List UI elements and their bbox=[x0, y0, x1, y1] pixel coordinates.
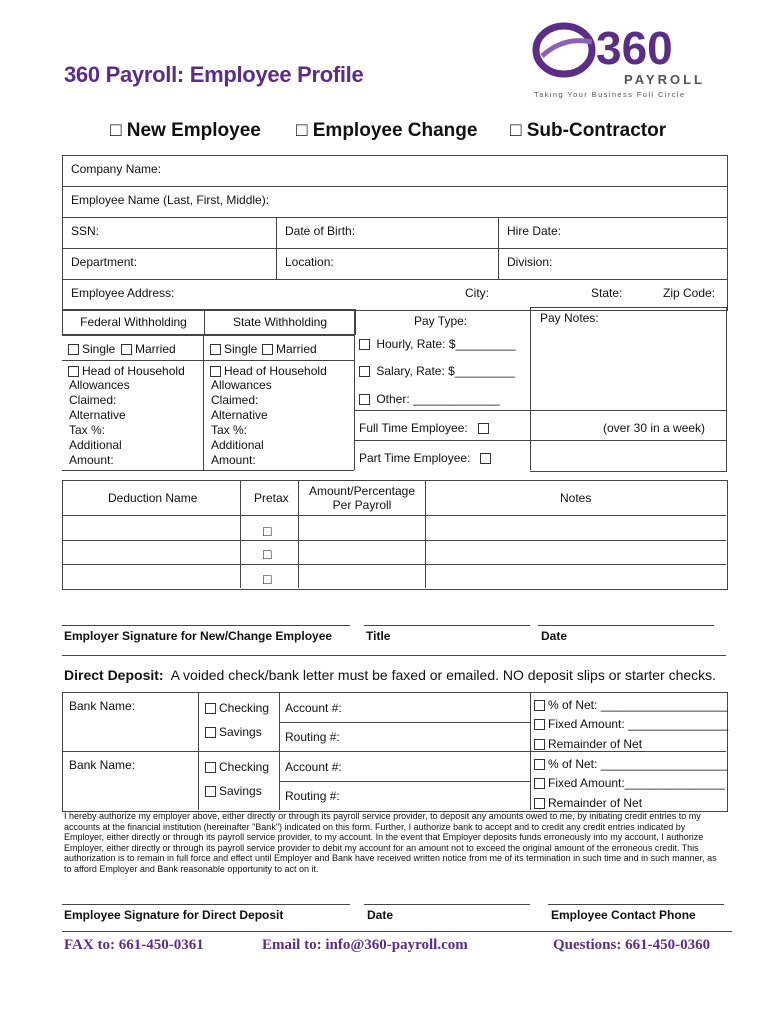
email-address[interactable]: Email to: info@360-payroll.com bbox=[262, 937, 468, 953]
pretax-checkbox-1[interactable]: □ bbox=[263, 523, 272, 539]
fixed-amount-2[interactable]: Fixed Amount:_______________ bbox=[534, 776, 725, 790]
questions-phone: Questions: 661-450-0360 bbox=[553, 937, 711, 953]
pretax-header: Pretax bbox=[254, 491, 289, 505]
routing-1[interactable]: Routing #: bbox=[285, 730, 340, 744]
department-row bbox=[63, 249, 727, 280]
federal-allowances[interactable]: Allowances Claimed: Alternative Tax %: Additional Amount: bbox=[69, 378, 130, 467]
account-2[interactable]: Account #: bbox=[285, 760, 342, 774]
checking-2[interactable]: Checking bbox=[205, 760, 269, 774]
employee-name-field[interactable]: Employee Name (Last, First, Middle): bbox=[71, 193, 270, 207]
federal-single[interactable]: Single bbox=[68, 342, 115, 356]
company-row bbox=[63, 156, 727, 187]
savings-2[interactable]: Savings bbox=[205, 784, 262, 798]
salary-option[interactable]: Salary, Rate: $_________ bbox=[359, 364, 515, 378]
state-hoh[interactable]: Head of Household bbox=[210, 364, 327, 378]
bank-name-1[interactable]: Bank Name: bbox=[69, 699, 136, 713]
company-logo bbox=[528, 14, 728, 100]
state-single[interactable]: Single bbox=[210, 342, 257, 356]
division-field[interactable]: Division: bbox=[507, 255, 553, 269]
contact-phone-label[interactable]: Employee Contact Phone bbox=[551, 908, 696, 922]
account-1[interactable]: Account #: bbox=[285, 701, 342, 715]
address-row bbox=[63, 280, 727, 310]
authorization-text: I hereby authorize my employer above, either directly or through its payroll service provider, to deposit any amounts owed to me, by initiating credit entries to my accounts at the financial institution (hereinafter "Bank") indicated on this form. Further, I authorize bank to accept and to credit any credit entries indicated by Employer, either directly or through its payroll service provider, to my account. In the event that Employer deposits funds erroneously into my account, I authorize Employer, either directly or through its payroll service provider to debit my account for an amount not to exceed the original amount of the erroneous credit. This authorization is to remain in full force and effect until Employer and Bank have received written notice from me of its termination in such time and in such manner, as to afford Employer and Bank reasonable opportunity to act on it. bbox=[64, 811, 717, 874]
logo-subtext: PAYROLL bbox=[624, 72, 705, 87]
fax-number: FAX to: 661-450-0361 bbox=[64, 937, 204, 953]
sub-contractor-option[interactable]: □ Sub-Contractor bbox=[510, 120, 667, 141]
location-field[interactable]: Location: bbox=[277, 249, 499, 279]
federal-header bbox=[62, 309, 205, 335]
deduction-name-header: Deduction Name bbox=[108, 491, 198, 505]
notes-header: Notes bbox=[560, 491, 592, 505]
state-married[interactable]: Married bbox=[262, 342, 317, 356]
employee-change-option[interactable]: □ Employee Change bbox=[296, 120, 478, 141]
federal-hoh[interactable]: Head of Household bbox=[68, 364, 185, 378]
federal-married[interactable]: Married bbox=[121, 342, 176, 356]
pretax-checkbox-3[interactable]: □ bbox=[263, 571, 272, 587]
savings-1[interactable]: Savings bbox=[205, 725, 262, 739]
employee-dd-signature-label[interactable]: Employee Signature for Direct Deposit bbox=[64, 908, 284, 922]
remainder-1[interactable]: Remainder of Net bbox=[534, 737, 642, 751]
address-field[interactable]: Employee Address: bbox=[71, 286, 175, 300]
employee-info-grid bbox=[62, 155, 728, 311]
federal-label: Federal Withholding bbox=[80, 315, 187, 329]
full-time-option[interactable]: Full Time Employee: bbox=[359, 421, 492, 435]
form-title: 360 Payroll: Employee Profile bbox=[64, 62, 364, 87]
logo-tagline: Taking Your Business Full Circle bbox=[534, 90, 686, 99]
company-name-field[interactable]: Company Name: bbox=[71, 162, 162, 176]
date-label-1[interactable]: Date bbox=[541, 629, 568, 643]
city-field[interactable]: City: bbox=[465, 286, 489, 300]
pct-net-1[interactable]: % of Net: ___________________ bbox=[534, 698, 728, 712]
hire-date-field[interactable]: Hire Date: bbox=[507, 224, 562, 238]
direct-deposit-heading: Direct Deposit: A voided check/bank letter must be faxed or emailed. NO deposit slips or starter checks. bbox=[64, 667, 717, 683]
bank-name-2[interactable]: Bank Name: bbox=[69, 758, 136, 772]
part-time-option[interactable]: Part Time Employee: bbox=[359, 451, 494, 465]
pretax-checkbox-2[interactable]: □ bbox=[263, 546, 272, 562]
new-employee-option[interactable]: □ New Employee bbox=[110, 120, 261, 141]
other-option[interactable]: Other: _____________ bbox=[359, 392, 500, 406]
date-label-2[interactable]: Date bbox=[367, 908, 394, 922]
department-field[interactable]: Department: bbox=[63, 249, 277, 279]
state-label: State Withholding bbox=[232, 315, 328, 329]
pct-net-2[interactable]: % of Net: ___________________ bbox=[534, 757, 728, 771]
amount-header: Amount/Percentage Per Payroll bbox=[308, 484, 416, 512]
pay-type-label: Pay Type: bbox=[414, 314, 468, 328]
logo-text: 360 bbox=[596, 22, 673, 74]
hourly-option[interactable]: Hourly, Rate: $_________ bbox=[359, 337, 516, 351]
state-header bbox=[204, 309, 356, 335]
ssn-row bbox=[63, 218, 727, 249]
employer-signature-label[interactable]: Employer Signature for New/Change Employee bbox=[64, 629, 333, 643]
state-allowances[interactable]: Allowances Claimed: Alternative Tax %: Additional Amount: bbox=[211, 378, 272, 467]
zip-field[interactable]: Zip Code: bbox=[663, 286, 716, 300]
dob-field[interactable]: Date of Birth: bbox=[277, 218, 499, 248]
fixed-amount-1[interactable]: Fixed Amount: _______________ bbox=[534, 717, 728, 731]
over-30-note: (over 30 in a week) bbox=[603, 421, 706, 435]
ssn-field[interactable]: SSN: bbox=[63, 218, 277, 248]
routing-2[interactable]: Routing #: bbox=[285, 789, 340, 803]
remainder-2[interactable]: Remainder of Net bbox=[534, 796, 642, 810]
name-row bbox=[63, 187, 727, 218]
checking-1[interactable]: Checking bbox=[205, 701, 269, 715]
pay-notes-label: Pay Notes: bbox=[540, 311, 599, 325]
state-field[interactable]: State: bbox=[591, 286, 623, 300]
title-label[interactable]: Title bbox=[366, 629, 391, 643]
